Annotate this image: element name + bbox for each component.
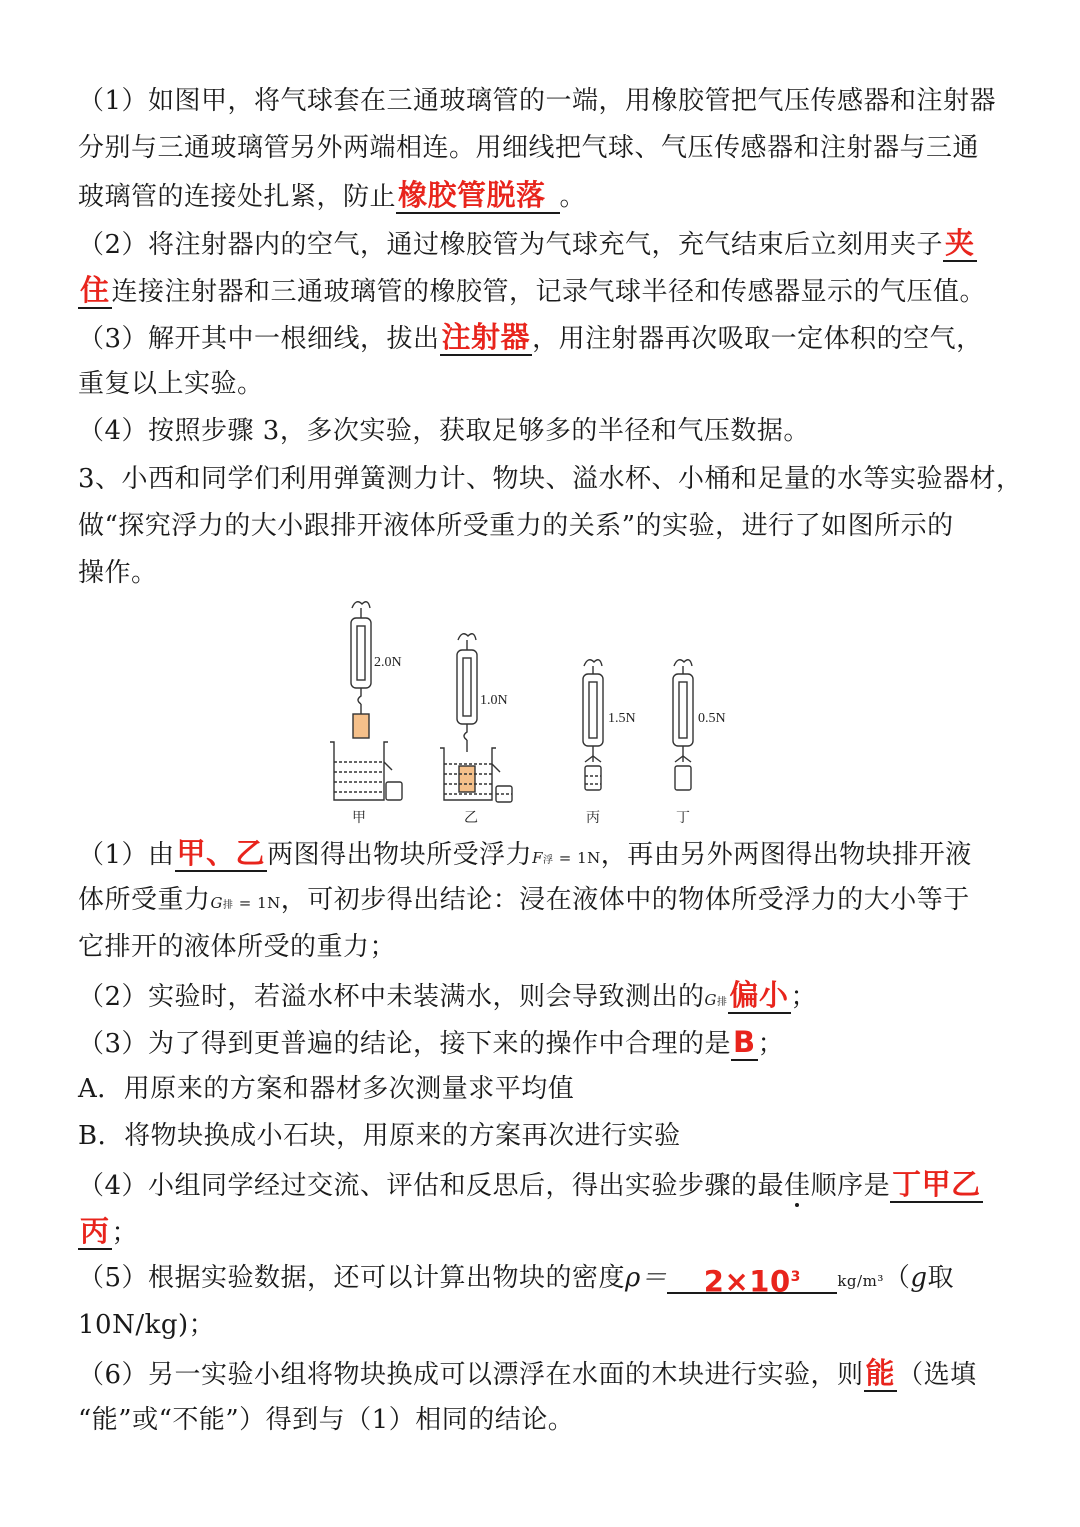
q4-line-a [78, 1161, 983, 1207]
text: 取 [927, 1263, 955, 1293]
q6-line-a [78, 1350, 977, 1396]
answer-density-value: 2×10 [703, 1265, 791, 1299]
unit: kg/m³ [837, 1272, 884, 1290]
step3-line-b [78, 361, 264, 407]
text: （1）如图甲，将气球套在三通玻璃管的一端，用橡胶管把气压传感器和注射器 [78, 86, 997, 116]
beaker-yi [440, 748, 512, 802]
q5-line-b [78, 1302, 215, 1348]
spring-scale-bing [583, 660, 603, 790]
answer-order-b: 丙 [80, 1214, 110, 1248]
step3-line-a [78, 314, 983, 360]
reading-yi: 1.0N [480, 693, 508, 708]
text: “能”或“不能”）得到与（1）相同的结论。 [78, 1405, 575, 1435]
label-ding: 丁 [676, 811, 690, 826]
value: = 1N [233, 894, 281, 912]
q3-intro-c [78, 550, 158, 596]
text: 它排开的液体所受的重力； [78, 932, 397, 962]
q3-intro-b [78, 503, 954, 549]
label-yi: 乙 [464, 811, 478, 826]
step2-line-b [78, 267, 986, 313]
answer-can: 能 [865, 1356, 896, 1390]
text: （3）为了得到更普遍的结论，接下来的操作中合理的是 [78, 1029, 732, 1059]
answer-syringe: 注射器 [441, 320, 531, 354]
q5-line-a [78, 1255, 954, 1301]
beaker-jia [330, 742, 402, 800]
q6-line-b [78, 1397, 574, 1443]
symbol-sub: 排 [223, 900, 234, 911]
text: 10N/kg)； [78, 1310, 216, 1340]
symbol-F: F [532, 849, 543, 867]
q1-line-a [78, 830, 972, 876]
text: A．用原来的方案和器材多次测量求平均值 [78, 1074, 575, 1104]
answer-clamp-b: 住 [80, 273, 110, 307]
text: 3、小西和同学们利用弹簧测力计、物块、溢水杯、小桶和足量的水等实验器材， [78, 464, 1023, 494]
q1-line-b [78, 877, 970, 923]
text: （5）根据实验数据，还可以计算出物块的密度 [78, 1263, 626, 1293]
text: B．将物块换成小石块，用原来的方案再次进行实验 [78, 1121, 681, 1151]
text: 顺序是 [810, 1171, 891, 1201]
text: （ [883, 1263, 911, 1293]
label-jia: 甲 [352, 811, 366, 826]
answer-order-a: 丁甲乙 [892, 1167, 981, 1201]
text: 两图得出物块所受浮力 [267, 840, 533, 870]
answer-rubber-tube: 橡胶管脱落 [396, 178, 560, 214]
text: ； [757, 1029, 785, 1059]
q2-line [78, 972, 817, 1018]
q1-line-c [78, 924, 396, 970]
reading-bing: 1.5N [608, 711, 636, 726]
text: （6）另一实验小组将物块换成可以漂浮在水面的木块进行实验，则 [78, 1360, 864, 1390]
step4-line [78, 408, 810, 454]
text: 玻璃管的连接处扎紧，防止 [78, 182, 397, 212]
text: ； [111, 1218, 139, 1248]
option-a [78, 1066, 574, 1112]
symbol-G: G [704, 991, 718, 1009]
step2-line-a [78, 220, 977, 266]
text: 连接注射器和三通玻璃管的橡胶管，记录气球半径和传感器显示的气压值。 [111, 277, 987, 307]
text: （2）将注射器内的空气，通过橡胶管为气球充气，充气结束后立刻用夹子 [78, 230, 944, 260]
text: （3）解开其中一根细线，拔出 [78, 324, 440, 354]
spring-scale-jia [351, 602, 371, 738]
answer-too-small: 偏小 [729, 978, 789, 1012]
symbol-rho: ρ＝ [625, 1263, 668, 1293]
emphasis-char: 佳 [784, 1171, 811, 1201]
text: （2）实验时，若溢水杯中未装满水，则会导致测出的 [78, 982, 705, 1012]
symbol-g: g [910, 1263, 928, 1293]
text: 做“探究浮力的大小跟排开液体所受重力的关系”的实验，进行了如图所示的 [78, 511, 954, 541]
experiment-figure [328, 594, 748, 830]
text: 。 [559, 182, 587, 212]
step1-line-a [78, 78, 996, 124]
text: （4）小组同学经过交流、评估和反思后，得出实验步骤的最 [78, 1171, 785, 1201]
reading-ding: 0.5N [698, 711, 726, 726]
answer-clamp-a: 夹 [945, 226, 975, 260]
text: （1）由 [78, 840, 175, 870]
spring-scale-yi [457, 634, 477, 792]
q4-line-b [78, 1208, 138, 1254]
text: （选填 [897, 1360, 977, 1390]
text: （4）按照步骤 3，多次实验，获取足够多的半径和气压数据。 [78, 416, 810, 446]
spring-scale-ding [673, 660, 693, 790]
symbol-sub: 排 [717, 997, 728, 1008]
text: 体所受重力 [78, 885, 211, 915]
q3-intro-a [78, 456, 1023, 502]
label-bing: 丙 [586, 811, 600, 826]
step1-line-b [78, 125, 979, 171]
symbol-sub: 浮 [543, 855, 554, 866]
q3-line [78, 1019, 784, 1065]
text: ，用注射器再次吸取一定体积的空气， [532, 324, 983, 354]
text: ； [790, 982, 818, 1012]
answer-density [667, 1262, 837, 1299]
text: 重复以上实验。 [78, 369, 264, 399]
text: 分别与三通玻璃管另外两端相连。用细线把气球、气压传感器和注射器与三通 [78, 133, 980, 163]
text: ，再由另外两图得出物块排开液 [600, 840, 972, 870]
step1-line-c [78, 172, 586, 218]
answer-jia-yi: 甲、乙 [176, 836, 266, 870]
answer-B: B [733, 1025, 756, 1059]
value: = 1N [553, 849, 601, 867]
text: 操作。 [78, 558, 158, 588]
reading-jia: 2.0N [374, 655, 402, 670]
option-b [78, 1113, 681, 1159]
symbol-G: G [210, 894, 223, 912]
text: ，可初步得出结论：浸在液体中的物体所受浮力的大小等于 [280, 885, 970, 915]
answer-density-exp: 3 [790, 1269, 801, 1286]
